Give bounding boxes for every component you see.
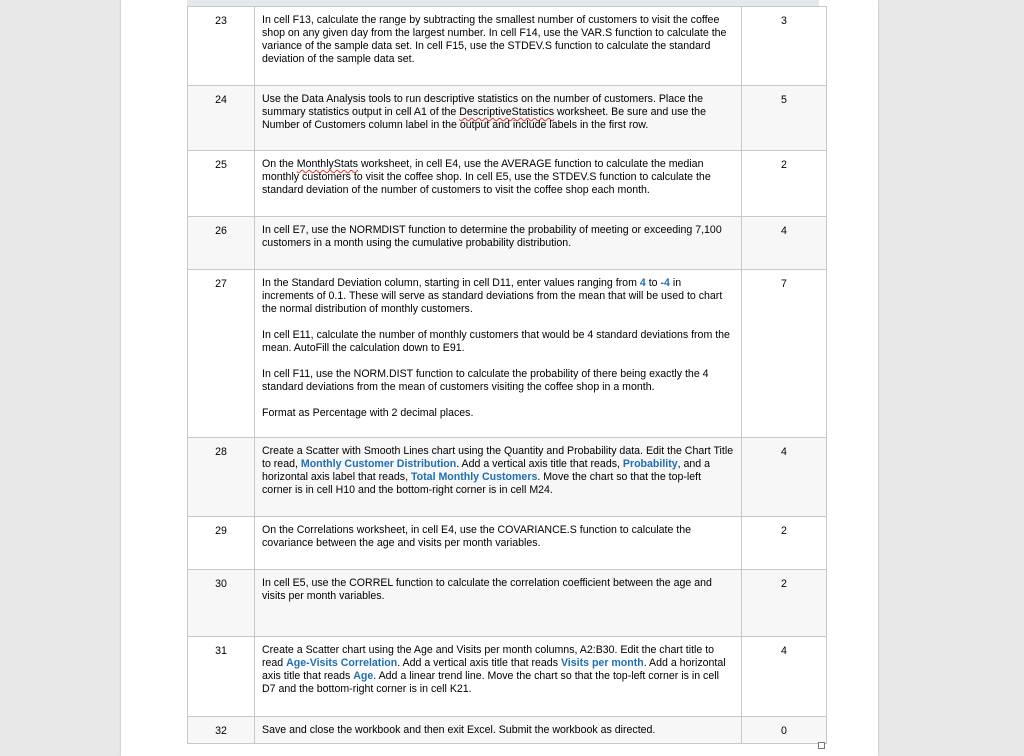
instruction-text: Create a Scatter with Smooth Lines chart using the Quantity and Probability data. Edit the Chart Title to read, [262, 445, 734, 470]
step-instructions [255, 438, 742, 517]
step-points: 2 [742, 517, 827, 570]
instruction-text: In cell E7, use the NORMDIST function to determine the probability of meeting or exceeding 7,100 customers in a month using the cumulative probability distribution. [262, 224, 722, 249]
step-number: 32 [188, 717, 255, 744]
step-points: 4 [742, 438, 827, 517]
highlighted-value: Total Monthly Customers [411, 471, 538, 483]
step-instructions [255, 270, 742, 438]
instruction-text: In cell E5, use the CORREL function to calculate the correlation coefficient between the age and visits per month variables. [262, 577, 712, 602]
instruction-paragraph [262, 158, 734, 197]
step-number: 27 [188, 270, 255, 438]
instruction-text: Create a Scatter chart using the Age and Visits per month columns, A2:B30. Edit the chart title to read [262, 644, 715, 669]
misspelled-word: MonthlyStats [296, 158, 358, 170]
step-instructions [255, 570, 742, 637]
step-instructions [255, 217, 742, 270]
instruction-paragraph [262, 644, 734, 696]
resize-handle[interactable] [818, 742, 825, 749]
instruction-text: Save and close the workbook and then exit Excel. Submit the workbook as directed. [262, 724, 656, 736]
step-number: 26 [188, 217, 255, 270]
instruction-paragraph [262, 724, 734, 737]
instruction-text: Format as Percentage with 2 decimal places. [262, 407, 474, 419]
instruction-paragraph [262, 445, 734, 497]
step-number: 25 [188, 151, 255, 217]
step-number: 28 [188, 438, 255, 517]
highlighted-value: Probability [622, 458, 678, 470]
instruction-paragraph [262, 93, 734, 132]
step-points: 4 [742, 217, 827, 270]
instruction-text: worksheet, in cell E4, use the AVERAGE function to calculate the median monthly customers to visit the coffee shop. In cell E5, use the STDEV.S function to calculate the standard deviation of the number of customers to visit the coffee shop each month. [262, 158, 711, 196]
table-row [188, 438, 827, 517]
steps-table [187, 6, 827, 744]
table-row [188, 217, 827, 270]
instruction-paragraph [262, 407, 734, 420]
step-number: 23 [188, 7, 255, 86]
step-instructions [255, 151, 742, 217]
instruction-paragraph [262, 577, 734, 603]
table-row [188, 86, 827, 151]
step-points: 0 [742, 717, 827, 744]
step-instructions [255, 637, 742, 717]
instruction-text: In the Standard Deviation column, starting in cell D11, enter values ranging from [262, 277, 640, 289]
instruction-text: . Add a linear trend line. Move the chart so that the top-left corner is in cell D7 and the bottom-right corner is in cell K21. [262, 670, 719, 695]
table-row [188, 570, 827, 637]
step-instructions [255, 517, 742, 570]
instruction-paragraph [262, 277, 734, 316]
instruction-paragraph [262, 368, 734, 394]
misspelled-word: DescriptiveStatistics [459, 106, 555, 118]
instruction-paragraph [262, 14, 734, 66]
instruction-text: Use the Data Analysis tools to run descriptive statistics on the number of customers. Place the summary statistics output in cell A1 of the [262, 93, 704, 118]
highlighted-value: Age-Visits Correlation [286, 657, 398, 669]
highlighted-value: 4 [639, 277, 646, 289]
step-instructions [255, 7, 742, 86]
instruction-paragraph [262, 224, 734, 250]
table-row [188, 151, 827, 217]
step-number: 30 [188, 570, 255, 637]
step-instructions [255, 717, 742, 744]
instruction-text: to [645, 277, 661, 289]
instruction-text: In cell F13, calculate the range by subtracting the smallest number of customers to visit the coffee shop on any given day from the largest number. In cell F14, use the VAR.S function to calculate the variance of the sample data set. In cell F15, use the STDEV.S function to calculate the standard deviation of the sample data set. [262, 14, 727, 65]
table-row [188, 270, 827, 438]
step-points: 2 [742, 570, 827, 637]
step-points: 3 [742, 7, 827, 86]
highlighted-value: -4 [660, 277, 670, 289]
highlighted-value: Age [353, 670, 374, 682]
instruction-text: On the [262, 158, 297, 170]
instruction-text: . Add a vertical axis title that reads, [456, 458, 623, 470]
instruction-text: In cell F11, use the NORM.DIST function to calculate the probability of there being exactly the 4 standard deviations from the mean of customers visiting the coffee shop in a month. [262, 368, 709, 393]
table-row [188, 717, 827, 744]
highlighted-value: Visits per month [560, 657, 644, 669]
instruction-paragraph [262, 329, 734, 355]
step-number: 31 [188, 637, 255, 717]
table-row [188, 637, 827, 717]
instruction-text: On the Correlations worksheet, in cell E4, use the COVARIANCE.S function to calculate the covariance between the age and visits per month variables. [262, 524, 692, 549]
instruction-text: . Add a horizontal axis title that reads [262, 657, 726, 682]
step-points: 7 [742, 270, 827, 438]
table-row [188, 517, 827, 570]
instruction-text: , and a horizontal axis label that reads, [262, 458, 711, 483]
step-points: 2 [742, 151, 827, 217]
table-row [188, 7, 827, 86]
instruction-paragraph [262, 524, 734, 550]
step-points: 4 [742, 637, 827, 717]
instruction-text: in increments of 0.1. These will serve as standard deviations from the mean that will be used to chart the normal distribution of monthly customers. [262, 277, 723, 315]
step-instructions [255, 86, 742, 151]
instruction-text: worksheet. Be sure and use the Number of Customers column label in the output and include labels in the first row. [262, 106, 706, 131]
highlighted-value: Monthly Customer Distribution [300, 458, 457, 470]
instruction-text: . Move the chart so that the top-left corner is in cell H10 and the bottom-right corner is in cell M24. [262, 471, 702, 496]
instruction-text: In cell E11, calculate the number of monthly customers that would be 4 standard deviations from the mean. AutoFill the calculation down to E91. [262, 329, 730, 354]
step-number: 29 [188, 517, 255, 570]
instruction-text: . Add a vertical axis title that reads [397, 657, 561, 669]
step-number: 24 [188, 86, 255, 151]
step-points: 5 [742, 86, 827, 151]
